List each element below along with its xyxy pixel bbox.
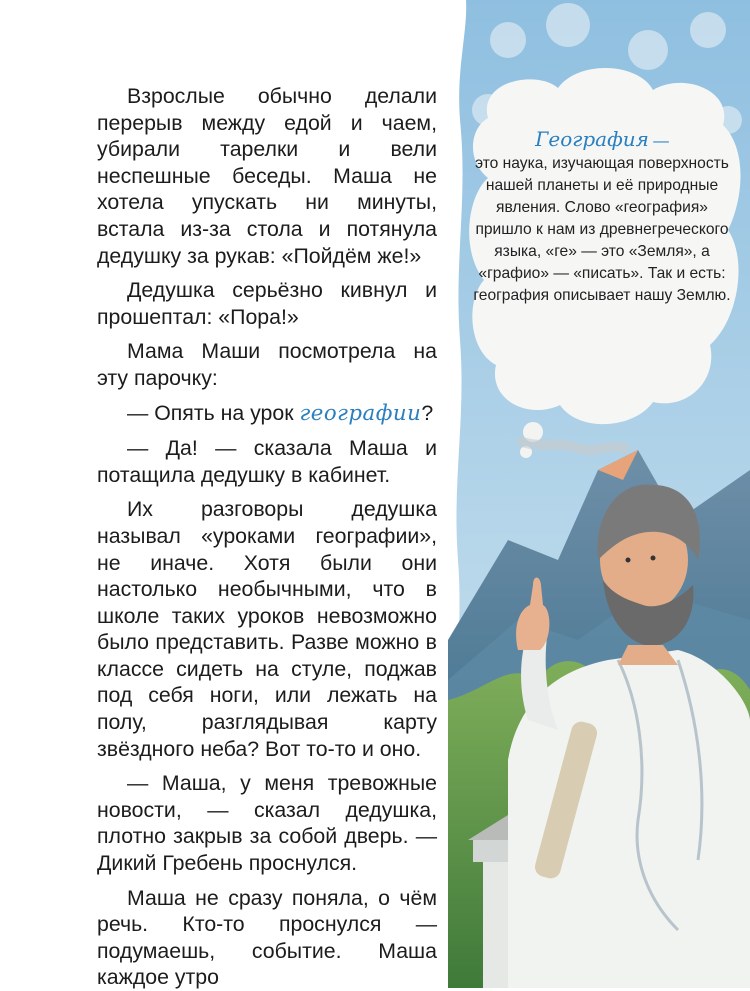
paragraph: — Маша, у меня тревожные новости, — сказал дедушка, плотно закрыв за собой дверь. — Дикий Гребень проснулся. <box>97 771 437 876</box>
paragraph: Взрослые обычно делали перерыв между едой и чаем, убирали тарелки и вели неспешные беседы. Маша не хотела упускать ни минуты, встала из-за стола и потянула дедушку за рукав: «Пойдём же!» <box>97 84 437 268</box>
glossary-link-geography[interactable]: географии <box>299 400 422 426</box>
paragraph: Дедушка серьёзно кивнул и прошептал: «Пора!» <box>97 278 437 329</box>
story-text <box>97 83 437 991</box>
glossary-note-title: География <box>535 127 649 151</box>
paragraph: Их разговоры дедушка называл «уроками географии», не иначе. Хотя были они настолько необычными, что в школе таких уроков невозможно было представить. Разве можно в классе сидеть на стуле, поджав под себя ноги, или лежать на полу, разглядывая карту звёздного неба? Вот то-то и оно. <box>97 497 437 761</box>
paragraph: — Да! — сказала Маша и потащила дедушку в кабинет. <box>97 436 437 487</box>
paragraph: Маша не сразу поняла, о чём речь. Кто-то проснулся — подумаешь, событие. Маша каждое утро <box>97 885 437 990</box>
glossary-note <box>472 128 732 307</box>
dialogue-text: — Опять на урок <box>127 400 300 425</box>
paragraph: Мама Маши посмотрела на эту парочку: <box>97 339 437 390</box>
glossary-note-body: это наука, изучающая поверхность нашей планеты и её природные явления. Слово «география» пришло к нам из древнегреческого языка, «ге» — это «Земля», а «графио» — «писать». Так и есть: география описывает нашу Землю. <box>473 155 731 304</box>
paragraph <box>97 400 437 428</box>
glossary-note-dash: — <box>648 133 669 150</box>
dialogue-text: ? <box>421 400 434 425</box>
